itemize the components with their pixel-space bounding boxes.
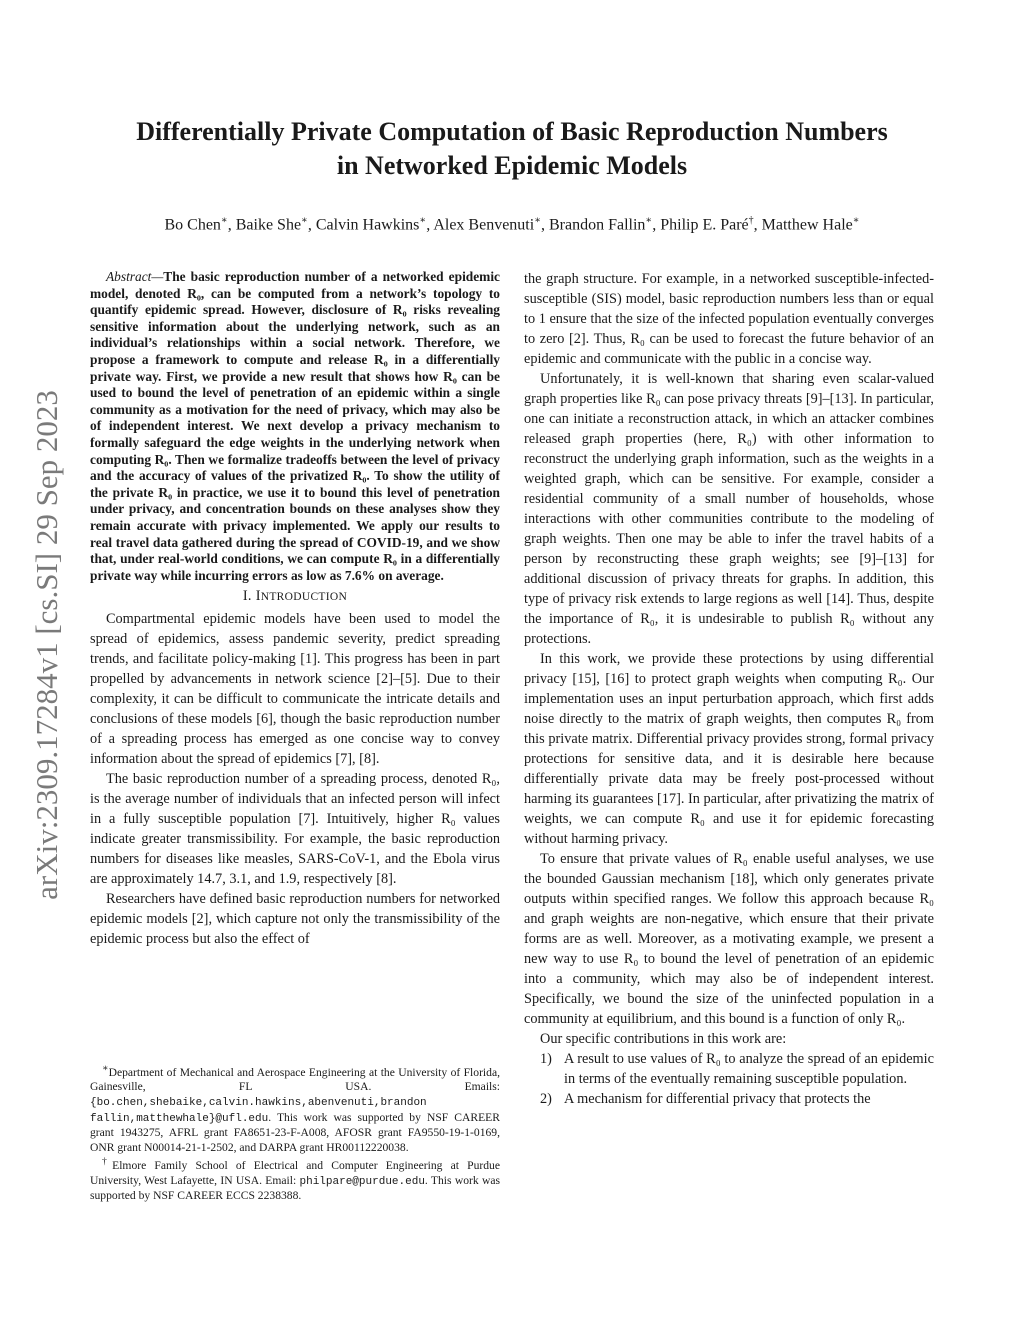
title-line-1: Differentially Private Computation of Basic Reproduction Numbers [136, 117, 888, 146]
contribution-item [524, 1089, 934, 1109]
contribution-item [524, 1049, 934, 1089]
footnote-2-support: . This work was supported by NSF CAREER ECCS 2238388. [90, 1173, 500, 1203]
author-name: Philip E. Paré [660, 216, 749, 234]
intro-paragraph: Researchers have defined basic reproduction numbers for networked epidemic models [2], which capture not only the transmissibility of the epidemic process but also the effect of [90, 891, 500, 948]
author-name: Alex Benvenuti [433, 216, 535, 234]
paper-title [60, 115, 964, 183]
footnote-1-mark: ∗ [102, 1063, 109, 1074]
author-list: Bo Chen∗, Baike She∗, Calvin Hawkins∗, Alex Benvenuti∗, Brandon Fallin∗, Philip E. Paré†, Matthew Hale∗ [164, 215, 860, 234]
contributions-list [524, 1049, 934, 1109]
author-affiliation-mark: ∗ [301, 215, 308, 226]
contribution-number: 2) [540, 1091, 552, 1107]
footnote-2-text: Elmore Family School of Electrical and Computer Engineering at Purdue University, West Lafayette, IN USA. Email: [90, 1159, 501, 1187]
left-column [90, 269, 500, 949]
footnote-2-email[interactable]: philpare@purdue.edu [299, 1175, 425, 1188]
right-column [524, 269, 934, 1109]
right-body [524, 269, 934, 1049]
title-line-2: in Networked Epidemic Models [336, 151, 688, 180]
author-name: Brandon Fallin [548, 216, 646, 234]
contribution-number: 1) [540, 1051, 552, 1067]
body-paragraph: Unfortunately, it is well-known that sharing even scalar-valued graph properties like R₀ can pose privacy threats [9]–[13]. In particular, one can initiate a reconstruction attack, in which an attacker combines released graph properties (here, R₀) with other information to reconstruct the underlying graph information, such as the weights in a weighted graph, which can be sensitive. For example, consider a residential community of a small number of households, whose interactions with other communities contribute to the modeling of graph weights. Then one may be able to infer the travel habits of a person by reconstructing these graph weights; see [9]–[13] for additional discussion of privacy threats for graphs. In addition, this type of privacy risk extends to large regions as well [14]. Thus, despite the importance of R₀, it is undesirable to publish R₀ without any protections. [524, 371, 934, 647]
author-name: Calvin Hawkins [315, 216, 420, 234]
author-affiliation-mark: ∗ [645, 215, 653, 226]
footnote-2 [90, 1155, 500, 1204]
author-affiliation-mark: ∗ [220, 215, 228, 226]
abstract-lead: Abstract— [106, 269, 164, 284]
arxiv-stamp: arXiv:2309.17284v1 [cs.SI] 29 Sep 2023 [29, 390, 64, 900]
intro-paragraph: The basic reproduction number of a spreading process, denoted R₀, is the average number of individuals that an infected person will infect in a fully susceptible population [7]. Intuitively, higher R₀ values indicate greater transmissibility. For example, the basic reproduction numbers for diseases like measles, SARS-CoV-1, and the Ebola virus are approximately 14.7, 3.1, and 1.9, respectively [8]. [90, 771, 500, 888]
footnote-1 [90, 1062, 500, 1155]
intro-body [90, 609, 500, 949]
author-affiliation-mark: ∗ [852, 215, 860, 226]
body-paragraph: Our specific contributions in this work are: [540, 1031, 787, 1047]
author-name: Matthew Hale [761, 216, 853, 234]
body-paragraph: In this work, we provide these protections by using differential privacy [15], [16] to protect graph weights when computing R₀. Our implementation uses an input perturbation approach, which first adds noise directly to the matrix of graph weights, then computes R₀ from this private matrix. Differential privacy provides strong, formal privacy protections for sensitive data, and it is desirable here because differentially private data may be freely post-processed without harming its guarantees [17]. In particular, after privatizing the matrix of weights, we can compute R₀ and use it for epidemic forecasting without harming privacy. [524, 651, 934, 847]
author-affiliation-mark: ∗ [419, 215, 427, 226]
body-paragraph: the graph structure. For example, in a networked susceptible-infected-susceptible (SIS) model, basic reproduction numbers less than or equal to 1 ensure that the size of the infected population eventually converges to zero [2]. Thus, R₀ can be used to forecast the future behavior of an epidemic and communicate with the public in a concise way. [524, 271, 934, 367]
body-paragraph: To ensure that private values of R₀ enable useful analyses, we use the bounded Gaussian mechanism [18], which only generates private outputs within specified ranges. We follow this approach because R₀ and graph weights are non-negative, which ensure that their private forms are as well. Moreover, as a motivating example, we present a new way to use R₀ to bound the level of penetration of an epidemic into a community, which may also be of independent interest. Specifically, we bound the size of the uninfected population in a community at equilibrium, and this bound is a function of only R₀. [524, 851, 934, 1027]
section-number: I. [242, 588, 252, 605]
footnote-1-text: Department of Mechanical and Aerospace Engineering at the University of Florida, Gainesville, FL USA. Emails: [90, 1065, 500, 1094]
contribution-text: A mechanism for differential privacy that protects the [564, 1091, 871, 1107]
abstract [90, 269, 500, 584]
footnote-2-mark: † [102, 1156, 113, 1168]
author-name: Bo Chen [164, 216, 221, 234]
contribution-text: A result to use values of R₀ to analyze the spread of an epidemic in terms of the eventually remaining susceptible population. [564, 1051, 934, 1087]
footnotes [90, 1062, 500, 1204]
footnote-1-support: . This work was supported by NSF CAREER grant 1943275, AFRL grant FA8651-23-F-A008, AFOSR grant FA9550-19-1-0169, ONR grant N00014-21-1-2502, and DARPA grant HR00112220038. [90, 1110, 500, 1154]
section-title-first: I [255, 588, 261, 605]
abstract-text: The basic reproduction number of a networked epidemic model, denoted R₀, can be computed from a network’s topology to quantify epidemic spread. However, disclosure of R₀ risks revealing sensitive information about the underlying network, such as an individual’s relationships within a social network. Therefore, we propose a framework to compute and release R₀ in a differentially private way. First, we provide a new result that shows how R₀ can be used to bound the level of penetration of an epidemic within a single community as a motivation for the need of privacy, which may also be of independent interest. We next develop a privacy mechanism to formally safeguard the edge weights in the underlying network when computing R₀. Then we formalize tradeoffs between the level of privacy and the accuracy of values of the privatized R₀. To show the utility of the private R₀ in practice, we use it to bound this level of penetration under privacy, and concentration bounds on these analyses show they remain accurate with privacy implemented. We apply our results to real travel data gathered during the spread of COVID-19, and we show that, under real-world conditions, we can compute R₀ in a differentially private way while incurring errors as low as 7.6% on average. [90, 269, 500, 583]
author-name: Baike She [235, 216, 302, 234]
section-heading [90, 586, 500, 607]
intro-paragraph: Compartmental epidemic models have been used to model the spread of epidemics, assess pandemic severity, predict spreading trends, and facilitate policy-making [1]. This progress has been in part propelled by advancements in network science [2]–[5]. Due to their complexity, it can be difficult to communicate the intricate details and conclusions of these models [6], though the basic reproduction number of a spreading process has emerged as one concise way to convey information about the spread of epidemics [7], [8]. [90, 611, 500, 768]
author-affiliation-mark: † [748, 215, 754, 226]
section-title-rest: NTRODUCTION [260, 591, 348, 604]
footnote-1-emails[interactable]: {bo.chen,shebaike,calvin.hawkins,abenvenuti,brandon fallin,matthewhale}@ufl.edu [90, 1097, 427, 1125]
author-affiliation-mark: ∗ [534, 215, 541, 226]
